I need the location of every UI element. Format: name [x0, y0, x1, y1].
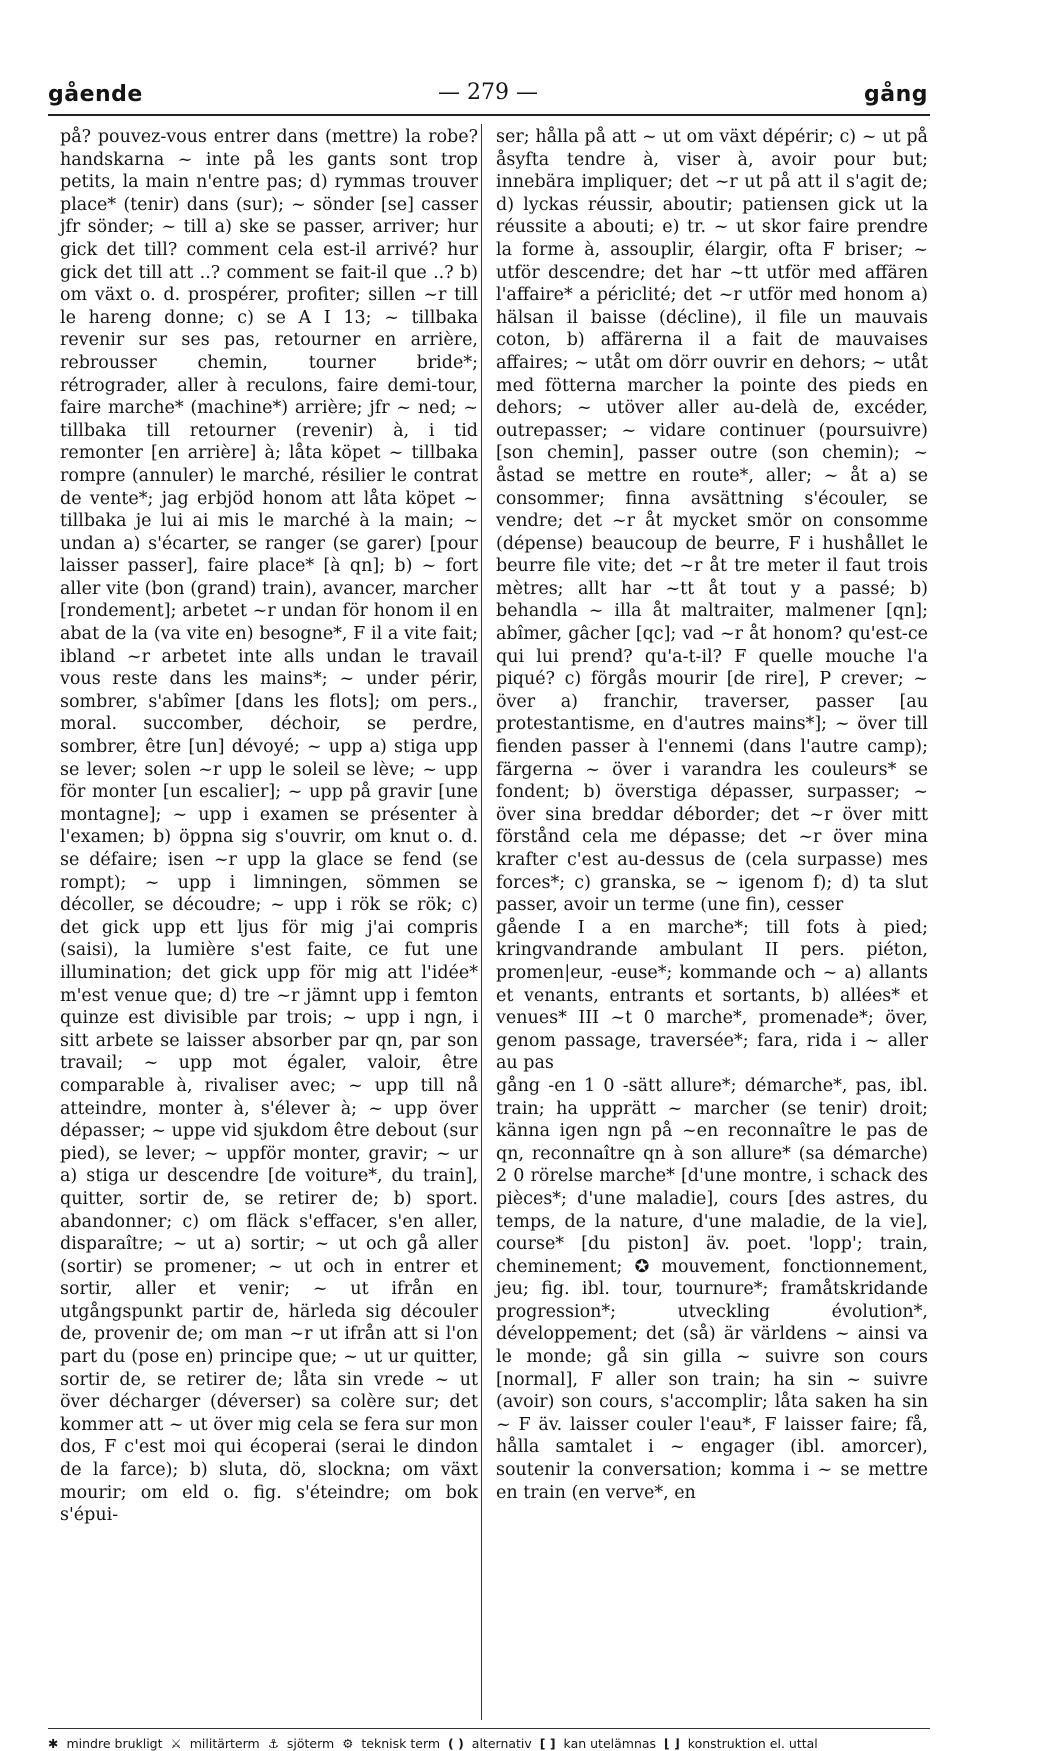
- legend-alternative: alternativ: [471, 1736, 532, 1751]
- legend-technical: teknisk term: [361, 1736, 441, 1751]
- legend-construction: konstruktion el. uttal: [687, 1736, 818, 1751]
- asterisk-icon: ✱: [48, 1736, 59, 1751]
- legend-omittable: kan utelämnas: [563, 1736, 657, 1751]
- dictionary-entry-gaende: gående I a en marche*; till fots à pied; kringvandrande ambulant II pers. piéton, promen|eur, -euse*; kommande och ~ a) allants et venants, entrants et sortants, b) allées* et venues* III ~t 0 marche*, promenade*; över, genom passage, traversée*; fara, rida i ~ aller au pas: [496, 917, 928, 1074]
- legend-rare: mindre brukligt: [66, 1736, 163, 1751]
- dictionary-entry-gang: gång -en 1 0 -sätt allure*; démarche*, pas, ibl. train; ha upprätt ~ marcher (se tenir) droit; känna igen ngn på ~en reconnaître le pas de qn, reconnaître qn à son allure* (sa démarche) 2 0 rörelse marche* [d'une montre, i schack des pièces*; d'une maladie], cours [des astres, du temps, de la nature, d'une maladie, de la vie], course* [du piston] äv. poet. 'lopp'; train, cheminement; ✪ mouvement, fonctionnement, jeu; fig. ibl. tour, tournure*; framåtskridande progression*; utveckling évolution*, développement; det (så) är världens ~ ainsi va le monde; gå sin gilla ~ suivre son cours [normal], F aller son train; ha sin ~ suivre (avoir) son cours, s'accomplir; låta saken ha sin ~ F äv. laisser couler l'eau*, F laisser faire; få, hålla samtalet i ~ engager (ibl. amorcer), soutenir la conversation; komma i ~ se mettre en train (en verve*, en: [496, 1075, 928, 1503]
- square-brackets-icon: [ ]: [539, 1736, 556, 1751]
- legend-nautical: sjöterm: [286, 1736, 335, 1751]
- right-column: [496, 126, 928, 1504]
- symbol-legend: [48, 1736, 930, 1751]
- corner-brackets-icon: ⌊ ⌋: [664, 1736, 680, 1751]
- legend-military: militärterm: [189, 1736, 260, 1751]
- footer-rule: [48, 1728, 930, 1729]
- header-rule: [48, 114, 930, 116]
- left-column: [60, 126, 478, 1527]
- left-running-headword: gående: [48, 82, 143, 107]
- right-running-headword: gång: [863, 82, 928, 107]
- parentheses-icon: ( ): [448, 1736, 464, 1751]
- column-divider: [481, 124, 482, 1720]
- page-header: [48, 82, 928, 112]
- gear-icon: ⚙: [342, 1736, 354, 1751]
- dictionary-entry-text: ser; hålla på att ~ ut om växt dépérir; c) ~ ut på åsyfta tendre à, viser à, avoir pour but; innebära impliquer; det ~r ut på att il s'agit de; d) lyckas réussir, aboutir; patiensen gick ut la réussite a abouti; e) tr. ~ ut skor faire prendre la forme à, assouplir, élargir, ofta F briser; ~ utför descendre; det har ~tt utför med affären l'affaire* a périclité; det ~r utför med honom a) hälsan il baisse (décline), il file un mauvais coton, b) affärerna il a fait de mauvaises affaires; ~ utåt om dörr ouvrir en dehors; ~ utåt med fötterna marcher la pointe des pieds en dehors; ~ utöver aller au-delà de, excéder, outrepasser; ~ vidare continuer (poursuivre) [son chemin], passer outre (son chemin); ~ åstad se mettre en route*, aller; ~ åt a) se consommer; finna avsättning s'écouler, se vendre; det ~r åt mycket smör on consomme (dépense) beaucoup de beurre, F i hushållet le beurre file vite; det ~r åt tre meter il faut trois mètres; allt har ~tt åt tout y a passé; b) behandla ~ illa åt maltraiter, malmener [qn]; abîmer, gâcher [qc]; vad ~r åt honom? qu'est-ce qui lui prend? qu'a-t-il? F quelle mouche l'a piqué? c) förgås mourir [de rire], P crever; ~ över a) franchir, traverser, passer [au protestantisme, en d'autres mains*]; ~ över till fienden passer à l'ennemi (dans l'autre camp); färgerna ~ över i varandra les couleurs* se fondent; b) överstiga dépasser, surpasser; ~ över sina breddar déborder; det ~r över mitt förstånd cela me dépasse; det ~r över mina krafter c'est au-dessus de (cela surpasse) mes forces*; c) granska, se ~ igenom f); d) ta slut passer, avoir un terme (une fin), cesser: [496, 127, 928, 916]
- anchor-icon: ⚓: [267, 1736, 279, 1751]
- page-number: — 279 —: [438, 80, 538, 105]
- crossed-swords-icon: ⚔: [170, 1736, 182, 1751]
- dictionary-entry-text: på? pouvez-vous entrer dans (mettre) la robe? handskarna ~ inte på les gants sont trop petits, la main n'entre pas; d) rymmas trouver place* (tenir) dans (sur); ~ sönder [se] casser jfr sönder; ~ till a) ske se passer, arriver; hur gick det till? comment cela est-il arrivé? hur gick det till att ..? comment se fait-il que ..? b) om växt o. d. prospérer, profiter; sillen ~r till le hareng donne; c) se A I 13; ~ tillbaka revenir sur ses pas, retourner en arrière, rebrousser chemin, tourner bride*; rétrograder, aller à reculons, faire demi-tour, faire marche* (machine*) arrière; jfr ~ ned; ~ tillbaka till retourner (revenir) à, i tid remonter [en arrière] à; låta köpet ~ tillbaka rompre (annuler) le marché, résilier le contrat de vente*; jag erbjöd honom att låta köpet ~ tillbaka je lui ai mis le marché à la main; ~ undan a) s'écarter, se ranger (se garer) [pour laisser passer], faire place* [à qn]; b) ~ fort aller vite (bon (grand) train), avancer, marcher [rondement]; arbetet ~r undan för honom il en abat de la (va vite en) besogne*, F il a vite fait; ibland ~r arbetet inte alls undan le travail vous reste dans les mains*; ~ under périr, sombrer, s'abîmer [dans les flots]; om pers., moral. succomber, déchoir, se perdre, sombrer, être [un] dévoyé; ~ upp a) stiga upp se lever; solen ~r upp le soleil se lève; ~ upp för monter [un escalier]; ~ upp på gravir [une montagne]; ~ upp i examen se présenter à l'examen; b) öppna sig s'ouvrir, om knut o. d. se défaire; isen ~r upp la glace se fend (se rompt); ~ upp i limningen, sömmen se décoller, se découdre; ~ upp i rök se rök; c) det gick upp ett ljus för mig j'ai compris (saisi), la lumière s'est faite, ce fut une illumination; det gick upp för mig att l'idée* m'est venue que; d) tre ~r jämnt upp i femton quinze est divisible par trois; ~ upp i ngn, i sitt arbete se laisser absorber par qn, par son travail; ~ upp mot égaler, valoir, être comparable à, rivaliser avec; ~ upp till nå atteindre, monter à, s'élever à; ~ upp över dépasser; ~ uppe vid sjukdom être debout (sur pied), se lever; ~ uppför monter, gravir; ~ ur a) stiga ur descendre [de voiture*, du train], quitter, sortir de, se retirer de; b) sport. abandonner; c) om fläck s'effacer, s'en aller, disparaître; ~ ut a) sortir; ~ ut och gå aller (sortir) se promener; ~ ut och in entrer et sortir, aller et venir; ~ ut ifrån en utgångspunkt partir de, härleda sig découler de, provenir de; om man ~r ut ifrån att si l'on part du (pose en) principe que; ~ ut ur quitter, sortir de, se retirer de; låta sin vrede ~ ut över décharger (déverser) sa colère sur; det kommer att ~ ut över mig cela se fera sur mon dos, F c'est moi qui écoperai (serai le dindon de la farce); b) sluta, dö, slockna; om växt mourir; om eld o. fig. s'éteindre; om bok s'épui-: [60, 127, 478, 1526]
